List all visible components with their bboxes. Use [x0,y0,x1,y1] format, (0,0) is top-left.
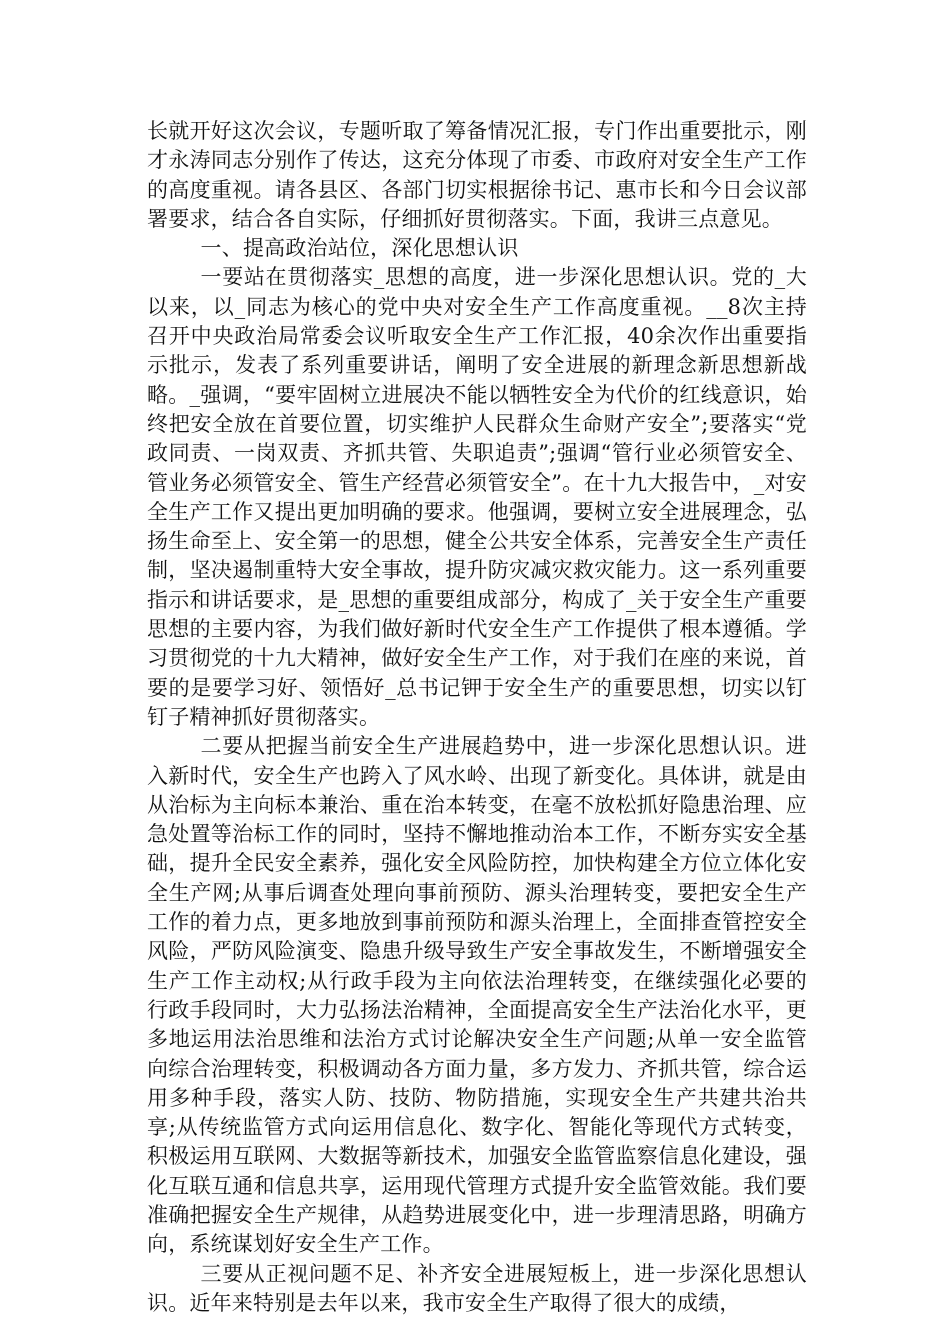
paragraph-second-point: 二要从把握当前安全生产进展趋势中，进一步深化思想认识。进入新时代，安全生产也跨入了风水岭、出现了新变化。具体讲，就是由从治标为主向标本兼治、重在治本转变，在毫不放松抓好隐患治理、应急处置等治标工作的同时，坚持不懈地推动治本工作，不断夯实安全基础，提升全民安全素养，强化安全风险防控，加快构建全方位立体化安全生产网;从事后调查处理向事前预防、源头治理转变，要把安全生产工作的着力点，更多地放到事前预防和源头治理上，全面排查管控安全风险，严防风险演变、隐患升级导致生产安全事故发生，不断增强安全生产工作主动权;从行政手段为主向依法治理转变，在继续强化必要的行政手段同时，大力弘扬法治精神，全面提高安全生产法治化水平，更多地运用法治思维和法治方式讨论解决安全生产问题;从单一安全监管向综合治理转变，积极调动各方面力量，多方发力、齐抓共管，综合运用多种手段，落实人防、技防、物防措施，实现安全生产共建共治共享;从传统监管方式向运用信息化、数字化、智能化等现代方式转变，积极运用互联网、大数据等新技术，加强安全监管监察信息化建设，强化互联互通和信息共享，运用现代管理方式提升安全监管效能。我们要准确把握安全生产规律，从趋势进展变化中，进一步理清思路，明确方向，系统谋划好安全生产工作。 [147,734,807,1257]
document-page [147,117,807,1318]
paragraph-continuation: 长就开好这次会议，专题听取了筹备情况汇报，专门作出重要批示，刚才永涛同志分别作了传达，这充分体现了市委、市政府对安全生产工作的高度重视。请各县区、各部门切实根据徐书记、惠市长和今日会议部署要求，结合各自实际，仔细抓好贯彻落实。下面，我讲三点意见。 [147,119,807,231]
paragraph-first-point: 一要站在贯彻落实_思想的高度，进一步深化思想认识。党的_大以来，以_同志为核心的党中央对安全生产工作高度重视。__8次主持召开中央政治局常委会议听取安全生产工作汇报，40余次作出重要指示批示，发表了系列重要讲话，阐明了安全进展的新理念新思想新战略。_强调，“要牢固树立进展决不能以牺牲安全为代价的红线意识，始终把安全放在首要位置，切实维护人民群众生命财产安全”;要落实“党政同责、一岗双责、齐抓共管、失职追责”;强调“管行业必须管安全、管业务必须管安全、管生产经营必须管安全”。在十九大报告中，_对安全生产工作又提出更加明确的要求。他强调，要树立安全进展理念，弘扬生命至上、安全第一的思想，健全公共安全体系，完善安全生产责任制，坚决遏制重特大安全事故，提升防灾减灾救灾能力。这一系列重要指示和讲话要求，是_思想的重要组成部分，构成了_关于安全生产重要思想的主要内容，为我们做好新时代安全生产工作提供了根本遵循。学习贯彻党的十九大精神，做好安全生产工作，对于我们在座的来说，首要的是要学习好、领悟好_总书记钾于安全生产的重要思想，切实以钉钉子精神抓好贯彻落实。 [147,265,807,729]
paragraph-third-point: 三要从正视问题不足、补齐安全进展短板上，进一步深化思想认识。近年来特别是去年以来，我市安全生产取得了很大的成绩， [147,1261,807,1315]
section-heading: 一、提高政治站位，深化思想认识 [200,236,519,261]
